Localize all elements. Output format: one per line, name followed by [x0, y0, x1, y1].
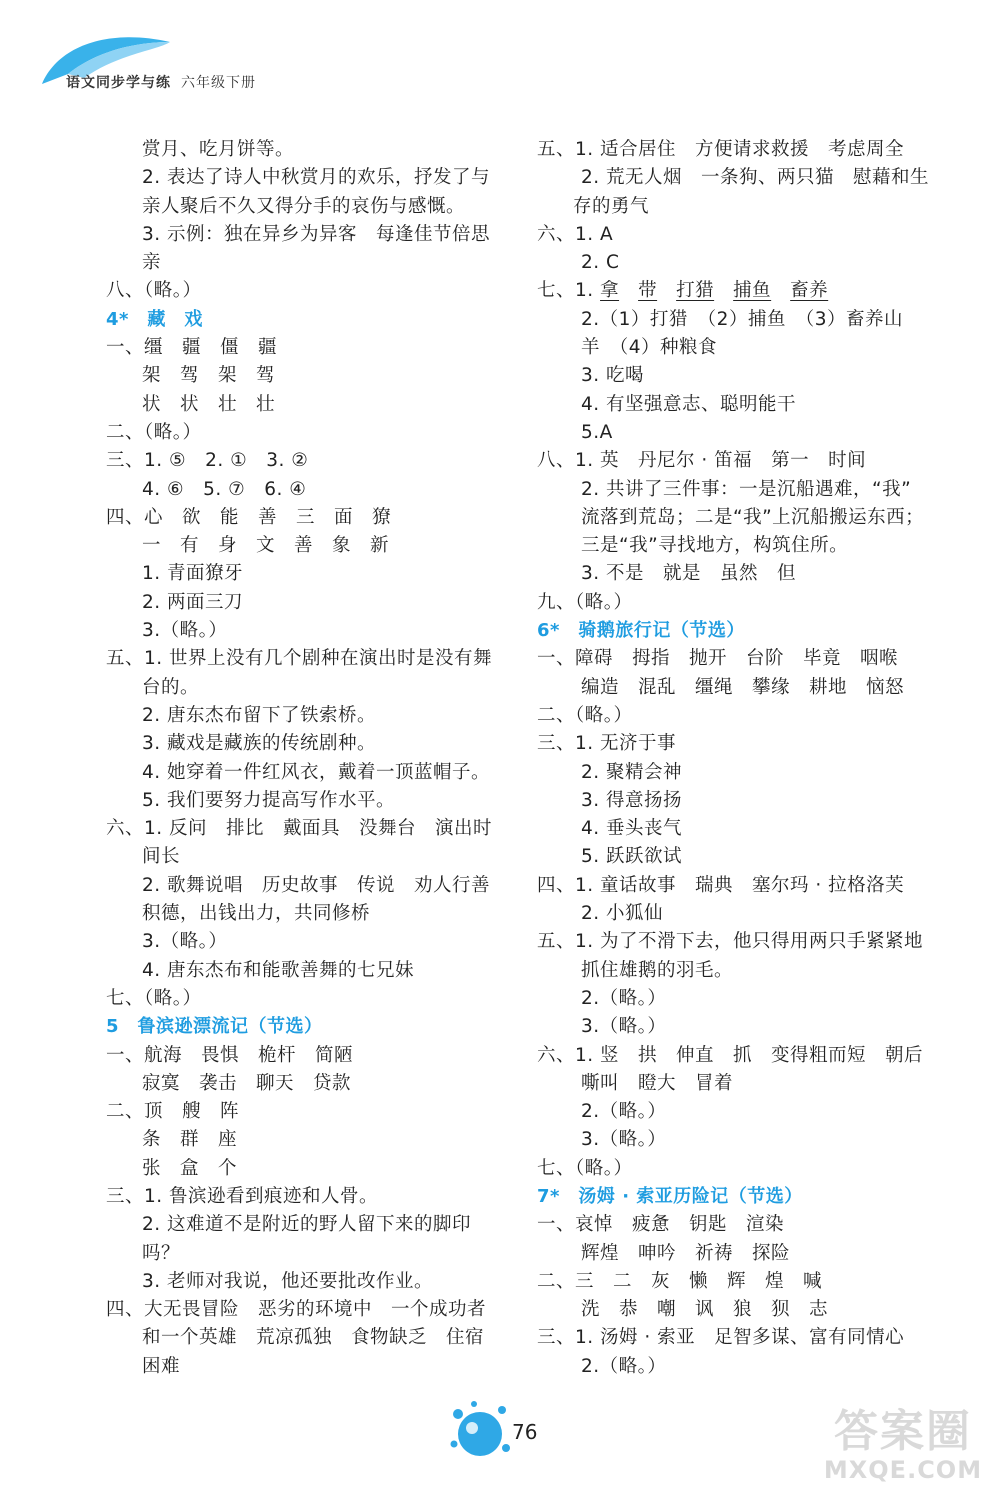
answer-line: 寂寞 袭击 聊天 贷款 [142, 1072, 352, 1094]
answer-line: 2. 小狐仙 [581, 903, 664, 925]
answer-line: 5.A [581, 421, 613, 443]
answer-line: 和一个英雄 荒凉孤独 食物缺乏 住宿 [142, 1327, 485, 1349]
answer-line-underlined: 七、1. 拿 带 打猎 捕鱼 畜养 [537, 280, 829, 302]
answer-line: 一、缰 疆 僵 疆 [106, 337, 278, 359]
underlined-word: 畜养 [790, 280, 829, 302]
answer-line: 四、心 欲 能 善 三 面 獠 [106, 506, 392, 528]
answer-line: 困难 [142, 1355, 181, 1377]
answer-line: 三、1. 无济于事 [537, 733, 677, 755]
answer-line: 4. 有坚强意志、聪明能干 [581, 393, 797, 415]
answer-line: 九、（略。） [537, 591, 633, 613]
answer-line: 七、（略。） [106, 987, 202, 1009]
underlined-word: 拿 [600, 280, 620, 302]
answer-line: 一、哀悼 疲惫 钥匙 渲染 [537, 1214, 785, 1236]
answer-line: 架 驾 架 驾 [142, 365, 276, 387]
answer-line: 3.（略。） [142, 931, 228, 953]
answer-line: 2. 这难道不是附近的野人留下来的脚印 [142, 1214, 472, 1236]
answer-line: 2. 两面三刀 [142, 591, 244, 613]
answer-line: 二、三 二 灰 懒 辉 煌 喊 [537, 1270, 823, 1292]
answer-line: 2. 共讲了三件事：一是沉船遇难，“我” [581, 478, 912, 500]
answer-line: 五、1. 世界上没有几个剧种在演出时是没有舞 [106, 648, 493, 670]
underlined-word: 打猎 [676, 280, 715, 302]
answer-line: 2. 荒无人烟 一条狗、两只猫 慰藉和生 [581, 167, 930, 189]
answer-line: 赏月、吃月饼等。 [142, 139, 295, 160]
answer-line: 三是“我”寻找地方，构筑住所。 [581, 535, 849, 557]
right-column [537, 136, 942, 1381]
answer-line: 3. 不是 就是 虽然 但 [581, 563, 797, 585]
lesson-title-7: 7* 汤姆 · 索亚历险记（节选） [537, 1185, 803, 1207]
answer-line: 八、1. 英 丹尼尔 · 笛福 第一 时间 [537, 450, 867, 472]
underlined-word: 捕鱼 [733, 280, 772, 302]
answer-line: 1. 青面獠牙 [142, 563, 244, 585]
answer-line: 八、（略。） [106, 280, 202, 302]
answer-line: 2. 歌舞说唱 历史故事 传说 劝人行善 [142, 874, 491, 896]
answer-line: 4. ⑥ 5. ⑦ 6. ④ [142, 478, 307, 500]
answer-line: 5. 我们要努力提高写作水平。 [142, 789, 396, 811]
watermark-logo: 答案圈 [834, 1406, 972, 1457]
answer-line: 二、（略。） [106, 421, 202, 443]
answer-line: 五、1. 适合居住 方便请求救援 考虑周全 [537, 139, 905, 160]
page-number: 76 [512, 1420, 538, 1444]
answer-line: 一、航海 畏惧 桅杆 简陋 [106, 1044, 354, 1066]
answer-line: 4. 她穿着一件红风衣，戴着一顶蓝帽子。 [142, 761, 491, 783]
answer-line: 二、（略。） [537, 704, 633, 726]
book-header [66, 72, 256, 92]
lesson-title-6: 6* 骑鹅旅行记（节选） [537, 620, 745, 642]
left-column [106, 136, 506, 1381]
answer-line: 六、1. A [537, 223, 614, 245]
answer-line: 3. 老师对我说，他还要批改作业。 [142, 1270, 434, 1292]
answer-line: 一 有 身 文 善 象 新 [142, 535, 390, 557]
answer-line: 三、1. 鲁滨逊看到痕迹和人骨。 [106, 1185, 379, 1207]
lesson-title-4: 4* 藏 戏 [106, 308, 203, 330]
answer-line: 三、1. ⑤ 2. ① 3. ② [106, 450, 309, 472]
answer-line: 条 群 座 [142, 1129, 238, 1151]
answer-line: 2. 唐东杰布留下了铁索桥。 [142, 704, 377, 726]
answer-line: 流落到荒岛；二是“我”上沉船搬运东西； [581, 506, 925, 528]
answer-line: 羊 （4）种粮食 [581, 337, 718, 359]
answer-line: 六、1. 竖 拱 伸直 抓 变得粗而短 朝后 [537, 1044, 924, 1066]
answer-line: 一、障碍 拇指 抛开 台阶 毕竟 咽喉 [537, 648, 899, 670]
underlined-word: 带 [638, 280, 658, 302]
answer-line: 亲人聚后不久又得分手的哀伤与感慨。 [142, 195, 466, 217]
answer-line: 抓住雄鹅的羽毛。 [581, 959, 734, 981]
answer-line: 3. 藏戏是藏族的传统剧种。 [142, 733, 377, 755]
answer-line: 状 状 壮 壮 [142, 393, 276, 415]
answer-line: 七、（略。） [537, 1157, 633, 1179]
answer-line: 2. C [581, 252, 620, 274]
answer-line: 2. 聚精会神 [581, 761, 683, 783]
answer-line: 2.（略。） [581, 987, 667, 1009]
watermark [818, 1408, 988, 1488]
answer-line: 4. 垂头丧气 [581, 818, 683, 840]
answer-line: 台的。 [142, 676, 200, 698]
answer-line: 六、1. 反问 排比 戴面具 没舞台 演出时 [106, 818, 493, 840]
watermark-site: MXQE.COM [823, 1456, 983, 1484]
answer-line: 辉煌 呻吟 祈祷 探险 [581, 1242, 791, 1264]
answer-line: 四、1. 童话故事 瑞典 塞尔玛 · 拉格洛芙 [537, 874, 905, 896]
answer-line: 4. 唐东杰布和能歌善舞的七兄妹 [142, 959, 415, 981]
answer-line: 3.（略。） [581, 1129, 667, 1151]
answer-line: 2.（1）打猎 （2）捕鱼 （3）畜养山 [581, 308, 903, 330]
lesson-title-5: 5 鲁滨逊漂流记（节选） [106, 1016, 323, 1038]
answer-line: 3.（略。） [142, 620, 228, 642]
answer-line: 洗 恭 嘲 讽 狼 狈 志 [581, 1299, 829, 1321]
answer-line: 积德，出钱出力，共同修桥 [142, 903, 371, 925]
answer-line: 3. 吃喝 [581, 365, 645, 387]
answer-line: 3. 得意扬扬 [581, 789, 683, 811]
answer-line: 编造 混乱 缰绳 攀缘 耕地 恼怒 [581, 676, 905, 698]
answer-line: 二、顶 艘 阵 [106, 1101, 240, 1123]
book-title: 语文同步学与练 [66, 75, 171, 91]
answer-line: 吗？ [142, 1242, 181, 1264]
answer-line: 四、大无畏冒险 恶劣的环境中 一个成功者 [106, 1299, 487, 1321]
answer-line: 嘶叫 瞪大 冒着 [581, 1072, 734, 1094]
splash-icon [446, 1398, 512, 1464]
answer-line: 3.（略。） [581, 1016, 667, 1038]
answer-line: 亲 [142, 252, 162, 274]
answer-line: 5. 跃跃欲试 [581, 846, 683, 868]
answer-line: 三、1. 汤姆 · 索亚 足智多谋、富有同情心 [537, 1327, 905, 1349]
answer-line: 2.（略。） [581, 1101, 667, 1123]
grade-label: 六年级下册 [181, 75, 256, 91]
answer-line: 五、1. 为了不滑下去，他只得用两只手紧紧地 [537, 931, 924, 953]
answer-line: 3. 示例：独在异乡为异客 每逢佳节倍思 [142, 223, 491, 245]
answer-line: 2.（略。） [581, 1355, 667, 1377]
answer-line: 存的勇气 [573, 195, 650, 217]
answer-line: 2. 表达了诗人中秋赏月的欢乐，抒发了与 [142, 167, 491, 189]
answer-line: 间长 [142, 846, 181, 868]
answer-line: 张 盒 个 [142, 1157, 238, 1179]
